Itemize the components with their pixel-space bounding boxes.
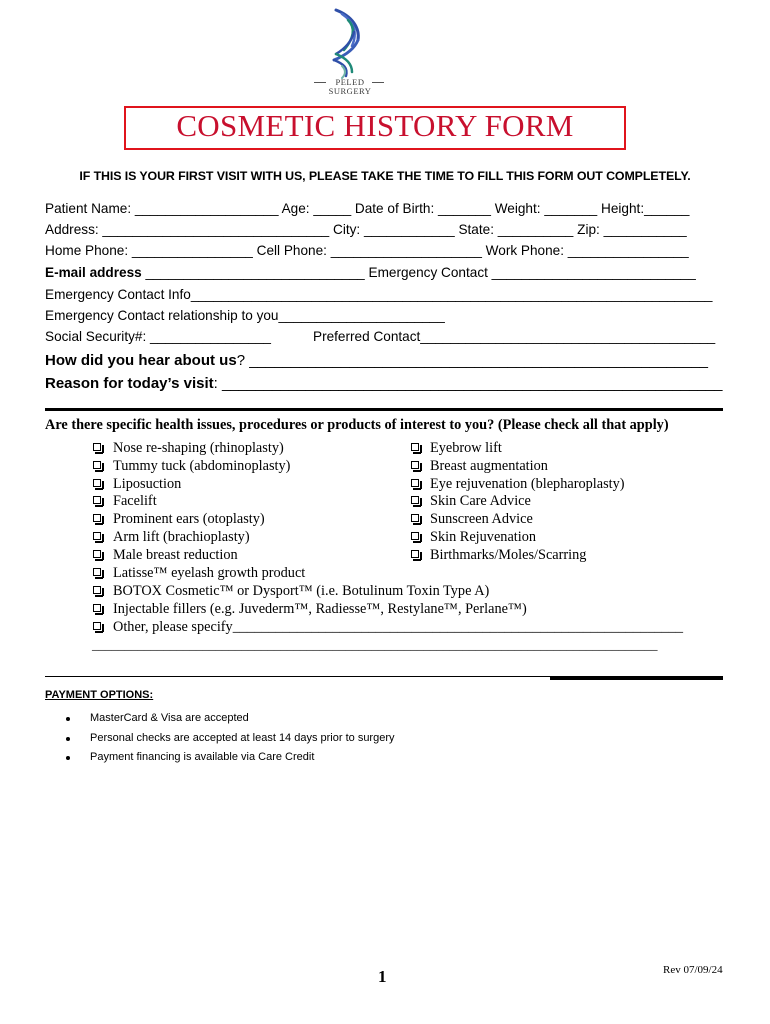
revision-date: Rev 07/09/24 [663, 964, 723, 976]
option-skin-care-advice: Skin Care Advice [430, 493, 531, 509]
checkbox-birthmarks[interactable] [411, 550, 419, 558]
interests-question: Are there specific health issues, procedures or products of interest to you? (Please check all that apply) [45, 417, 669, 433]
bullet-icon [66, 756, 70, 760]
checkbox-eyebrow-lift[interactable] [411, 443, 419, 451]
emergency-relationship-line[interactable]: Emergency Contact relationship to you______________________ [45, 308, 445, 323]
email-emergency-line[interactable] [45, 265, 696, 280]
logo-text-peled: PELED [335, 77, 365, 87]
reason-visit-line[interactable] [45, 375, 723, 392]
option-breast-augmentation: Breast augmentation [430, 458, 548, 474]
option-birthmarks: Birthmarks/Moles/Scarring [430, 547, 587, 563]
checkbox-sunscreen-advice[interactable] [411, 514, 419, 522]
option-latisse: Latisse™ eyelash growth product [113, 565, 306, 581]
hear-about-us-label: How did you hear about us [45, 352, 237, 369]
section-divider-bottom-thick [550, 677, 723, 680]
address-line[interactable]: Address: ______________________________ City: ____________ State: __________ Zip: ___________ [45, 222, 687, 237]
checkbox-latisse[interactable] [93, 568, 101, 576]
checkbox-skin-care-advice[interactable] [411, 496, 419, 504]
option-injectable-fillers: Injectable fillers (e.g. Juvederm™, Radiesse™, Restylane™, Perlane™) [113, 601, 527, 617]
checkbox-liposuction[interactable] [93, 479, 101, 487]
option-sunscreen-advice: Sunscreen Advice [430, 511, 533, 527]
emergency-info-line[interactable]: Emergency Contact Info_____________________________________________________________________ [45, 287, 713, 302]
option-nose-reshaping: Nose re-shaping (rhinoplasty) [113, 440, 284, 456]
option-other-specify[interactable]: Other, please specify_______________________________________________________________ [113, 619, 684, 635]
option-prominent-ears: Prominent ears (otoplasty) [113, 511, 265, 527]
patient-info-line[interactable]: Patient Name: ___________________ Age: _____ Date of Birth: _______ Weight: _______ Height:______ [45, 201, 690, 216]
preferred-contact-field[interactable]: Preferred Contact_______________________________________ [313, 329, 716, 344]
section-divider-top [45, 408, 723, 411]
phone-line[interactable]: Home Phone: ________________ Cell Phone: ____________________ Work Phone: ________________ [45, 243, 689, 258]
email-emergency-fields[interactable]: _____________________________ Emergency Contact ___________________________ [141, 265, 696, 280]
option-liposuction: Liposuction [113, 476, 182, 492]
email-label: E-mail address [45, 265, 142, 280]
checkbox-male-breast-reduction[interactable] [93, 550, 101, 558]
bullet-icon [66, 717, 70, 721]
checkbox-tummy-tuck[interactable] [93, 461, 101, 469]
hear-about-us-line[interactable] [45, 352, 708, 369]
checkbox-botox[interactable] [93, 586, 101, 594]
page-number: 1 [378, 967, 387, 986]
payment-item-checks: Personal checks are accepted at least 14 days prior to surgery [90, 732, 395, 744]
payment-options-title: PAYMENT OPTIONS: [45, 689, 154, 701]
reason-visit-label: Reason for today’s visit [45, 375, 214, 392]
checkbox-breast-augmentation[interactable] [411, 461, 419, 469]
option-facelift: Facelift [113, 493, 157, 509]
form-title: COSMETIC HISTORY FORM [176, 108, 574, 143]
option-eye-rejuvenation: Eye rejuvenation (blepharoplasty) [430, 476, 625, 492]
other-specify-line-2[interactable]: _______________________________________________________________________________________ [92, 637, 658, 652]
checkbox-other[interactable] [93, 622, 101, 630]
social-security-field[interactable]: Social Security#: ________________ [45, 329, 271, 344]
logo-text-surgery: SURGERY [328, 86, 372, 96]
hear-about-us-field[interactable]: ? _______________________________________________________ [236, 352, 709, 369]
payment-item-cards: MasterCard & Visa are accepted [90, 712, 249, 724]
checkbox-prominent-ears[interactable] [93, 514, 101, 522]
checkbox-arm-lift[interactable] [93, 532, 101, 540]
bullet-icon [66, 737, 70, 741]
option-male-breast-reduction: Male breast reduction [113, 547, 238, 563]
payment-item-financing: Payment financing is available via Care Credit [90, 751, 315, 763]
checkbox-nose-reshaping[interactable] [93, 443, 101, 451]
checkbox-facelift[interactable] [93, 496, 101, 504]
reason-visit-field[interactable]: : ____________________________________________________________ [213, 375, 723, 392]
option-eyebrow-lift: Eyebrow lift [430, 440, 502, 456]
option-botox: BOTOX Cosmetic™ or Dysport™ (i.e. Botulinum Toxin Type A) [113, 583, 490, 599]
instruction-text: IF THIS IS YOUR FIRST VISIT WITH US, PLEASE TAKE THE TIME TO FILL THIS FORM OUT COMPLETELY. [79, 169, 691, 183]
option-skin-rejuvenation: Skin Rejuvenation [430, 529, 537, 545]
option-tummy-tuck: Tummy tuck (abdominoplasty) [113, 458, 291, 474]
option-arm-lift: Arm lift (brachioplasty) [113, 529, 250, 545]
checkbox-eye-rejuvenation[interactable] [411, 479, 419, 487]
checkbox-skin-rejuvenation[interactable] [411, 532, 419, 540]
checkbox-injectable-fillers[interactable] [93, 604, 101, 612]
